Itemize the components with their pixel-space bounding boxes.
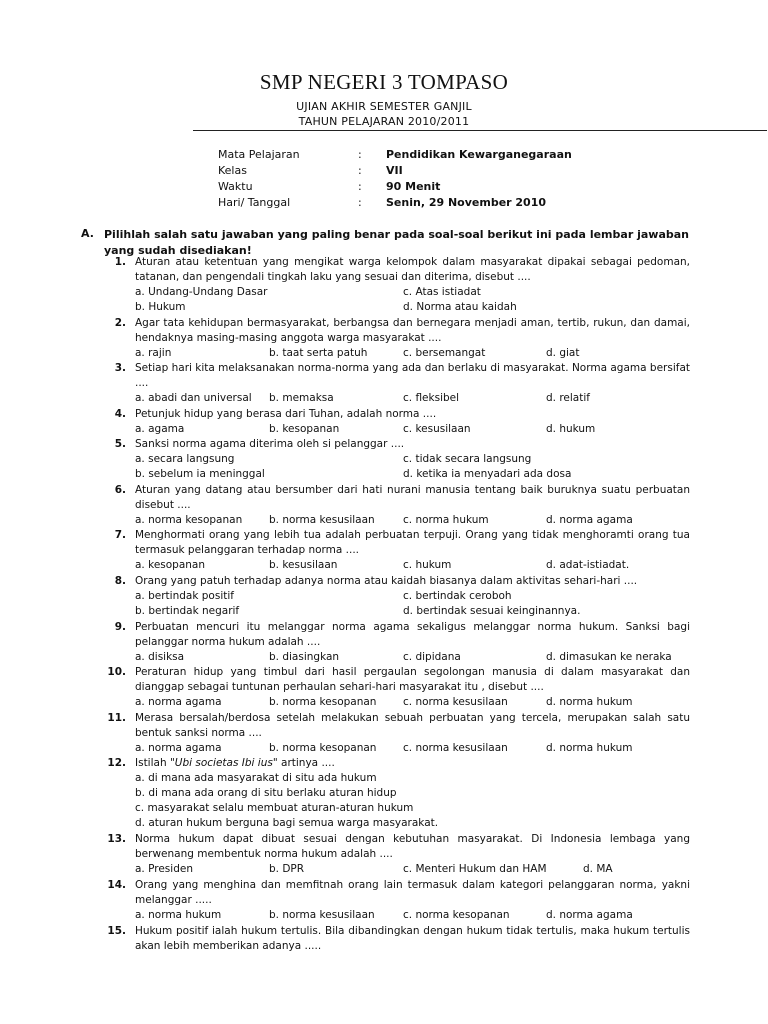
option: b. norma kesopanan — [269, 742, 377, 755]
option: d. norma hukum — [546, 696, 633, 709]
option: a. rajin — [135, 347, 172, 360]
option: c. norma kesusilaan — [403, 742, 508, 755]
option: b. memaksa — [269, 392, 334, 405]
info-label: Hari/ Tanggal — [218, 196, 291, 209]
option: a. Undang-Undang Dasar — [135, 286, 268, 299]
academic-year: TAHUN PELAJARAN 2010/2011 — [298, 115, 470, 128]
option: b. kesopanan — [269, 423, 340, 436]
info-colon: : — [358, 196, 362, 209]
option: a. bertindak positif — [135, 590, 234, 603]
question-number: 13. — [107, 833, 126, 845]
option: b. taat serta patuh — [269, 347, 368, 360]
option: a. norma agama — [135, 742, 222, 755]
option: a. di mana ada masyarakat di situ ada hukum — [135, 772, 377, 785]
question-2 — [100, 316, 690, 361]
option: d. norma agama — [546, 514, 633, 527]
question-9 — [100, 620, 690, 665]
option: c. masyarakat selalu membuat aturan-aturan hukum — [135, 802, 414, 815]
info-class — [218, 164, 718, 180]
info-value: Senin, 29 November 2010 — [386, 196, 547, 209]
question-3 — [100, 361, 690, 406]
option: d. bertindak sesuai keinginannya. — [403, 605, 581, 618]
option: b. kesusilaan — [269, 559, 338, 572]
question-10 — [100, 665, 690, 710]
option: a. norma hukum — [135, 909, 222, 922]
question-text: Perbuatan mencuri itu melanggar norma agama sekaligus melanggar norma hukum. Sanksi bagi pelanggar norma hukum adalah .... — [135, 621, 690, 649]
option: b. diasingkan — [269, 651, 340, 664]
question-text: Peraturan hidup yang timbul dari hasil pergaulan segolongan manusia di dalam masyarakat dan dianggap sebagai tuntunan perhaulan sehari-hari masyarakat itu , disebut .... — [135, 666, 690, 694]
section-instruction: Pilihlah salah satu jawaban yang paling benar pada soal-soal berikut ini pada lembar jawaban yang sudah disediakan! — [104, 228, 689, 257]
question-11 — [100, 711, 690, 756]
option: c. tidak secara langsung — [403, 453, 532, 466]
option: b. Hukum — [135, 301, 186, 314]
option: a. norma kesopanan — [135, 514, 243, 527]
option: b. di mana ada orang di situ berlaku aturan hidup — [135, 787, 397, 800]
question-text: Aturan atau ketentuan yang mengikat warga kelompok dalam masyarakat dipakai sebagai pedoman, tatanan, dan pengendali tingkah laku yang sesuai dan diterima, disebut .... — [135, 256, 690, 284]
question-text-start: Istilah — [135, 757, 170, 769]
option: b. norma kesusilaan — [269, 514, 375, 527]
option: d. MA — [583, 863, 613, 876]
option: b. norma kesusilaan — [269, 909, 375, 922]
school-title: SMP NEGERI 3 TOMPASO — [259, 70, 509, 94]
info-colon: : — [358, 148, 362, 161]
info-label: Mata Pelajaran — [218, 148, 300, 161]
option: d. relatif — [546, 392, 590, 405]
question-text: Norma hukum dapat dibuat sesuai dengan kebutuhan masyarakat. Di Indonesia lembaga yang berwenang membentuk norma hukum adalah .... — [135, 833, 690, 861]
question-number: 11. — [107, 712, 126, 724]
question-text: Orang yang patuh terhadap adanya norma atau kaidah biasanya dalam aktivitas sehari-hari .... — [135, 575, 638, 587]
question-5 — [100, 437, 690, 482]
question-14 — [100, 878, 690, 923]
option: a. norma agama — [135, 696, 222, 709]
question-number: 1. — [114, 256, 126, 268]
info-colon: : — [358, 180, 362, 193]
question-13 — [100, 832, 690, 877]
question-number: 5. — [114, 438, 126, 450]
question-7 — [100, 528, 690, 573]
info-value: Pendidikan Kewarganegaraan — [386, 148, 572, 161]
option: c. dipidana — [403, 651, 461, 664]
option: c. kesusilaan — [403, 423, 471, 436]
option: d. hukum — [546, 423, 596, 436]
question-text: Menghormati orang yang lebih tua adalah perbuatan terpuji. Orang yang tidak menghoramti orang tua termasuk pelanggaran terhadap norma .... — [135, 529, 690, 557]
info-value: VII — [386, 164, 403, 177]
option: c. Menteri Hukum dan HAM — [403, 863, 547, 876]
question-text: Agar tata kehidupan bermasyarakat, berbangsa dan bernegara menjadi aman, tertib, rukun, dan damai, hendaknya masing-masing anggota warga masyarakat .... — [135, 317, 690, 345]
question-15 — [100, 924, 690, 954]
question-number: 3. — [114, 362, 126, 374]
option: c. bersemangat — [403, 347, 486, 360]
option: d. norma hukum — [546, 742, 633, 755]
question-number: 14. — [107, 879, 126, 891]
question-text-end: artinya .... — [277, 757, 335, 769]
question-text: Aturan yang datang atau bersumber dari hati nurani manusia tentang baik buruknya suatu perbuatan disebut .... — [135, 484, 690, 512]
option: d. giat — [546, 347, 580, 360]
option: d. Norma atau kaidah — [403, 301, 517, 314]
question-text: Merasa bersalah/berdosa setelah melakukan sebuah perbuatan yang tercela, merupakan salah satu bentuk sanksi norma .... — [135, 712, 690, 740]
question-number: 8. — [114, 575, 126, 587]
option: d. aturan hukum berguna bagi semua warga masyarakat. — [135, 817, 439, 830]
question-text: Sanksi norma agama diterima oleh si pelanggar .... — [135, 438, 405, 450]
question-4 — [100, 407, 690, 437]
question-number: 9. — [114, 621, 126, 633]
question-number: 15. — [107, 925, 126, 937]
question-text: Petunjuk hidup yang berasa dari Tuhan, adalah norma .... — [135, 408, 437, 420]
option: c. norma kesopanan — [403, 909, 510, 922]
option: b. bertindak negarif — [135, 605, 240, 618]
question-number: 10. — [107, 666, 126, 678]
option: a. agama — [135, 423, 185, 436]
option: c. Atas istiadat — [403, 286, 481, 299]
option: a. Presiden — [135, 863, 193, 876]
question-12 — [100, 756, 690, 831]
info-colon: : — [358, 164, 362, 177]
option: c. bertindak ceroboh — [403, 590, 512, 603]
option: c. norma hukum — [403, 514, 489, 527]
question-6 — [100, 483, 690, 528]
question-text: Orang yang menghina dan memfitnah orang lain termasuk dalam kategori pelanggaran norma, yakni melanggar ..... — [135, 879, 690, 907]
info-time — [218, 180, 718, 196]
info-subject — [218, 148, 718, 164]
latin-term: "Ubi societas Ibi ius" — [169, 757, 278, 769]
question-8 — [100, 574, 690, 619]
option: b. norma kesopanan — [269, 696, 377, 709]
option: b. DPR — [269, 863, 305, 876]
option: a. abadi dan universal — [135, 392, 252, 405]
info-label: Kelas — [218, 164, 247, 177]
question-number: 4. — [114, 408, 126, 420]
option: d. norma agama — [546, 909, 633, 922]
option: b. sebelum ia meninggal — [135, 468, 265, 481]
option: c. hukum — [403, 559, 452, 572]
header-divider — [193, 130, 767, 131]
option: d. adat-istiadat. — [546, 559, 630, 572]
question-number: 2. — [114, 317, 126, 329]
question-text — [135, 756, 690, 771]
option: d. ketika ia menyadari ada dosa — [403, 468, 572, 481]
question-text: Hukum positif ialah hukum tertulis. Bila dibandingkan dengan hukum tidak tertulis, maka hukum tertulis akan lebih memberikan adanya ..... — [135, 925, 690, 953]
option: a. kesopanan — [135, 559, 206, 572]
option: c. fleksibel — [403, 392, 460, 405]
question-number: 12. — [107, 757, 126, 769]
option: d. dimasukan ke neraka — [546, 651, 672, 664]
info-value: 90 Menit — [386, 180, 441, 193]
option: a. disiksa — [135, 651, 185, 664]
exam-title: UJIAN AKHIR SEMESTER GANJIL — [296, 100, 472, 113]
info-label: Waktu — [218, 180, 253, 193]
info-date — [218, 196, 718, 212]
question-1 — [100, 255, 690, 315]
question-text: Setiap hari kita melaksanakan norma-norma yang ada dan berlaku di masyarakat. Norma agama bersifat .... — [135, 362, 690, 390]
option: c. norma kesusilaan — [403, 696, 508, 709]
section-letter: A. — [81, 227, 94, 240]
question-number: 6. — [114, 484, 126, 496]
question-number: 7. — [114, 529, 126, 541]
option: a. secara langsung — [135, 453, 235, 466]
